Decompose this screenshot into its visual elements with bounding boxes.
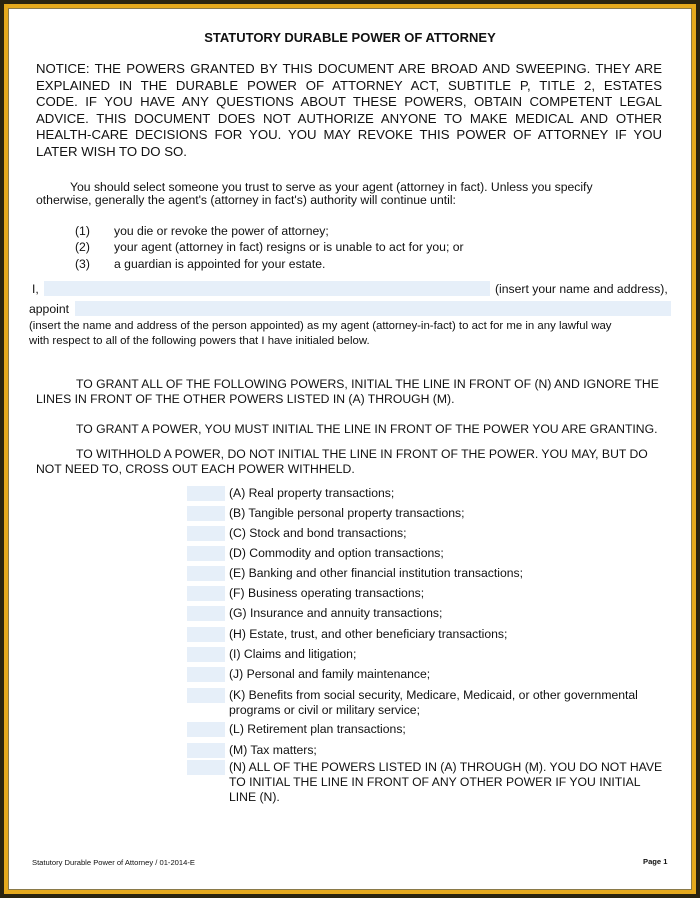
condition-number: (3) [75, 257, 90, 271]
power-d: (D) Commodity and option transactions; [229, 546, 444, 560]
intro-line-1: You should select someone you trust to serve as your agent (attorney in fact). Unless you specify [70, 180, 593, 194]
power-f: (F) Business operating transactions; [229, 586, 425, 600]
notice-line: HEALTH-CARE DECISIONS FOR YOU. YOU MAY REVOKE THIS POWER OF ATTORNEY IF YOU [36, 127, 662, 143]
condition-text: your agent (attorney in fact) resigns or is unable to act for you; or [114, 240, 464, 254]
appoint-line-2: with respect to all of the following powers that I have initialed below. [29, 335, 370, 347]
power-m: (M) Tax matters; [229, 743, 317, 757]
initial-field-k[interactable] [187, 688, 225, 703]
power-n-continued-2: LINE (N). [229, 790, 280, 804]
appoint-line-1: (insert the name and address of the person appointed) as my agent (attorney-in-fact) to act for me in any lawful way [29, 320, 612, 332]
initial-field-e[interactable] [187, 566, 225, 581]
instruction-grant-all-line-2: LINES IN FRONT OF THE OTHER POWERS LISTED IN (A) THROUGH (M). [36, 392, 455, 406]
principal-label: I, [32, 282, 39, 296]
condition-number: (1) [75, 224, 90, 238]
instruction-grant-all-line-1: TO GRANT ALL OF THE FOLLOWING POWERS, INITIAL THE LINE IN FRONT OF (N) AND IGNORE THE [76, 377, 659, 391]
initial-field-f[interactable] [187, 586, 225, 601]
appoint-label: appoint [29, 302, 69, 316]
notice-line: CODE. IF YOU HAVE ANY QUESTIONS ABOUT THESE POWERS, OBTAIN COMPETENT LEGAL [36, 94, 662, 110]
instruction-grant-power: TO GRANT A POWER, YOU MUST INITIAL THE LINE IN FRONT OF THE POWER YOU ARE GRANTING. [76, 422, 658, 436]
notice-line: NOTICE: THE POWERS GRANTED BY THIS DOCUMENT ARE BROAD AND SWEEPING. THEY ARE [36, 61, 662, 76]
intro-line-2: otherwise, generally the agent's (attorney in fact's) authority will continue until: [36, 193, 456, 207]
power-n-continued-1: TO INITIAL THE LINE IN FRONT OF ANY OTHER POWER IF YOU INITIAL [229, 775, 641, 789]
power-k-continued: programs or civil or military service; [229, 703, 420, 717]
agent-name-field[interactable] [75, 301, 671, 316]
notice-line: EXPLAINED IN THE DURABLE POWER OF ATTORNEY ACT, SUBTITLE P, TITLE 2, ESTATES [36, 77, 662, 93]
condition-number: (2) [75, 240, 90, 254]
initial-field-l[interactable] [187, 722, 225, 737]
initial-field-g[interactable] [187, 606, 225, 621]
instruction-withhold-line-2: NOT NEED TO, CROSS OUT EACH POWER WITHHELD. [36, 462, 355, 476]
power-e: (E) Banking and other financial institution transactions; [229, 566, 524, 580]
power-a: (A) Real property transactions; [229, 486, 395, 500]
notice-line: ADVICE. THIS DOCUMENT DOES NOT AUTHORIZE ANYONE TO MAKE MEDICAL AND OTHER [36, 110, 662, 126]
power-b: (B) Tangible personal property transactions; [229, 506, 465, 520]
footer-form-id: Statutory Durable Power of Attorney / 01-2014-E [32, 858, 195, 867]
power-h: (H) Estate, trust, and other beneficiary transactions; [229, 627, 508, 641]
notice-line: LATER WISH TO DO SO. [36, 143, 187, 159]
power-k: (K) Benefits from social security, Medicare, Medicaid, or other governmental [229, 688, 638, 702]
notice-paragraph [36, 61, 662, 161]
power-n: (N) ALL OF THE POWERS LISTED IN (A) THROUGH (M). YOU DO NOT HAVE [229, 760, 663, 774]
principal-hint: (insert your name and address), [495, 282, 668, 296]
initial-field-d[interactable] [187, 546, 225, 561]
initial-field-c[interactable] [187, 526, 225, 541]
condition-text: you die or revoke the power of attorney; [114, 224, 329, 238]
initial-field-i[interactable] [187, 647, 225, 662]
initial-field-j[interactable] [187, 667, 225, 682]
initial-field-n[interactable] [187, 760, 225, 775]
initial-field-m[interactable] [187, 743, 225, 758]
power-l: (L) Retirement plan transactions; [229, 722, 406, 736]
footer-page-number: Page 1 [643, 857, 668, 866]
power-j: (J) Personal and family maintenance; [229, 667, 431, 681]
condition-text: a guardian is appointed for your estate. [114, 257, 326, 271]
initial-field-a[interactable] [187, 486, 225, 501]
instruction-withhold-line-1: TO WITHHOLD A POWER, DO NOT INITIAL THE LINE IN FRONT OF THE POWER. YOU MAY, BUT DO [76, 447, 648, 461]
principal-name-field[interactable] [44, 281, 490, 296]
power-g: (G) Insurance and annuity transactions; [229, 606, 443, 620]
initial-field-b[interactable] [187, 506, 225, 521]
power-c: (C) Stock and bond transactions; [229, 526, 407, 540]
initial-field-h[interactable] [187, 627, 225, 642]
power-i: (I) Claims and litigation; [229, 647, 357, 661]
document-title: STATUTORY DURABLE POWER OF ATTORNEY [204, 30, 496, 45]
